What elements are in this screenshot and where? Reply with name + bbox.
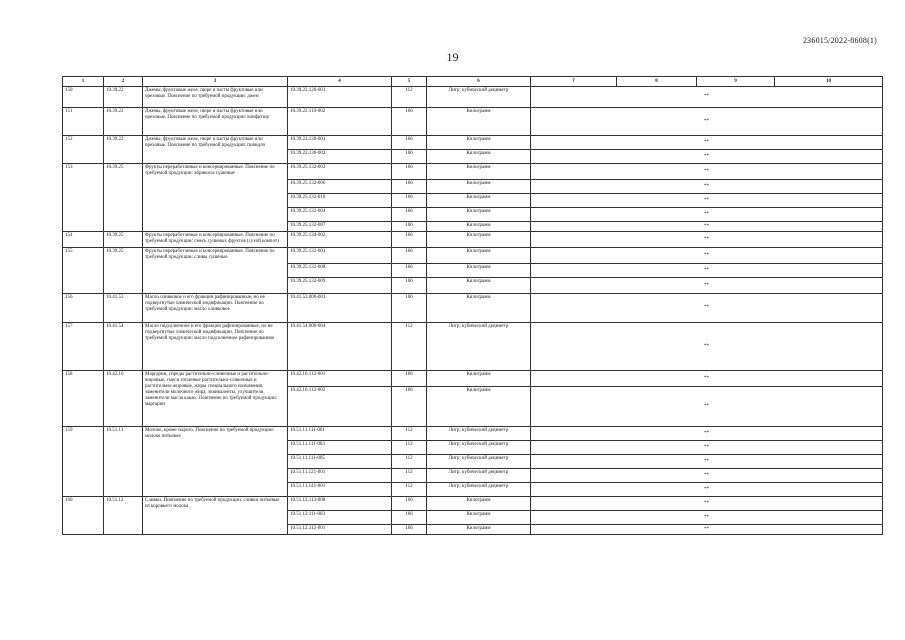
table-row <box>63 87 883 108</box>
quantity-mark: ** <box>531 497 883 511</box>
unit-name: Килограмм <box>427 222 531 232</box>
quantity-mark: ** <box>531 248 883 264</box>
ktru-code: 10.51.11.111-001 <box>288 427 392 441</box>
unit-code: 166 <box>392 180 427 194</box>
unit-code: 112 <box>392 427 427 441</box>
quantity-mark: ** <box>531 164 883 180</box>
row-number: 151 <box>63 108 104 136</box>
row-number: 156 <box>63 294 104 323</box>
unit-name: Килограмм <box>427 208 531 222</box>
ktru-code: 10.39.22.110-002 <box>288 108 392 136</box>
quantity-mark: ** <box>531 232 883 248</box>
ktru-code: 10.39.25.132-001 <box>288 248 392 264</box>
column-header-2: 2 <box>104 77 143 87</box>
unit-name: Литр; кубический дециметр <box>427 441 531 455</box>
row-number: 159 <box>63 427 104 497</box>
unit-name: Литр; кубический дециметр <box>427 323 531 371</box>
ktru-code: 10.39.25.132-010 <box>288 194 392 208</box>
unit-code: 112 <box>392 483 427 497</box>
unit-name: Килограмм <box>427 294 531 323</box>
unit-name: Килограмм <box>427 278 531 294</box>
unit-name: Килограмм <box>427 248 531 264</box>
ktru-code: 10.51.11.141-001 <box>288 483 392 497</box>
unit-name: Литр; кубический дециметр <box>427 87 531 108</box>
quantity-mark: ** <box>531 511 883 525</box>
quantity-mark: ** <box>531 108 883 136</box>
quantity-mark: ** <box>531 150 883 164</box>
ktru-code: 10.51.11.111-005 <box>288 455 392 469</box>
table-row <box>63 164 883 180</box>
ktru-code: 10.42.10.112-001 <box>288 371 392 387</box>
quantity-mark: ** <box>531 222 883 232</box>
ktru-code: 10.39.25.132-006 <box>288 180 392 194</box>
unit-name: Литр; кубический дециметр <box>427 455 531 469</box>
unit-code: 166 <box>392 525 427 535</box>
quantity-mark: ** <box>531 371 883 387</box>
okpd-code: 10.39.22 <box>104 136 143 164</box>
unit-code: 166 <box>392 497 427 511</box>
ktru-code: 10.39.25.132-003 <box>288 164 392 180</box>
ktru-code: 10.51.12.113-008 <box>288 497 392 511</box>
okpd-code: 10.42.10 <box>104 371 143 427</box>
unit-code: 166 <box>392 278 427 294</box>
quantity-mark: ** <box>531 323 883 371</box>
column-header-1: 1 <box>63 77 104 87</box>
quantity-mark: ** <box>531 387 883 427</box>
item-description: Джемы, фруктовые желе, пюре и пасты фруктовые или ореховые. Пояснение по требуемой продукции: конфитюр <box>143 108 288 136</box>
item-description: Фрукты переработанные и консервированные. Пояснение по требуемой продукции: сливы сушеные <box>143 248 288 294</box>
quantity-mark: ** <box>531 525 883 535</box>
table-row <box>63 497 883 511</box>
row-number: 152 <box>63 136 104 164</box>
quantity-mark: ** <box>531 136 883 150</box>
unit-name: Килограмм <box>427 108 531 136</box>
quantity-mark: ** <box>531 87 883 108</box>
column-header-8: 8 <box>617 77 697 87</box>
column-header-4: 4 <box>288 77 392 87</box>
ktru-code: 10.51.12.111-003 <box>288 511 392 525</box>
table-row <box>63 294 883 323</box>
okpd-code: 10.51.12 <box>104 497 143 535</box>
ktru-code: 10.42.10.112-002 <box>288 387 392 427</box>
quantity-mark: ** <box>531 278 883 294</box>
column-header-10: 10 <box>775 77 883 87</box>
unit-name: Килограмм <box>427 264 531 278</box>
unit-code: 166 <box>392 371 427 387</box>
unit-code: 166 <box>392 232 427 248</box>
unit-name: Килограмм <box>427 511 531 525</box>
quantity-mark: ** <box>531 427 883 441</box>
okpd-code: 10.51.11 <box>104 427 143 497</box>
unit-code: 166 <box>392 164 427 180</box>
okpd-code: 10.39.25 <box>104 248 143 294</box>
item-description: Фрукты переработанные и консервированные. Пояснение по требуемой продукции: смесь сушеных фруктов (сухой компот) <box>143 232 288 248</box>
unit-name: Килограмм <box>427 232 531 248</box>
unit-name: Литр; кубический дециметр <box>427 427 531 441</box>
quantity-mark: ** <box>531 441 883 455</box>
item-description: Масло подсолнечное и его фракции рафинированные, но не подвергнутые химической модификации. Пояснение по требуемой продукции: масло подсолнечное рафинированное <box>143 323 288 371</box>
ktru-code: 10.39.25.134-002 <box>288 232 392 248</box>
unit-name: Килограмм <box>427 150 531 164</box>
column-header-3: 3 <box>143 77 288 87</box>
column-header-6: 6 <box>427 77 531 87</box>
unit-code: 112 <box>392 441 427 455</box>
table-row <box>63 371 883 387</box>
unit-name: Килограмм <box>427 164 531 180</box>
unit-code: 166 <box>392 294 427 323</box>
unit-code: 166 <box>392 248 427 264</box>
page-number: 19 <box>446 50 459 64</box>
unit-code: 112 <box>392 469 427 483</box>
unit-code: 112 <box>392 323 427 371</box>
column-header-7: 7 <box>531 77 617 87</box>
unit-code: 112 <box>392 455 427 469</box>
unit-name: Килограмм <box>427 371 531 387</box>
unit-name: Килограмм <box>427 180 531 194</box>
unit-code: 166 <box>392 208 427 222</box>
table-row <box>63 232 883 248</box>
item-description: Маргарин, спреды растительно-сливочные и растительно-жировые, смеси топленые растительно-сливочные и растительно-жировые, жиры специального назначения, заменители молочного жира, эквиваленты, улучшители, заменители масла какао. Пояснение по требуемой продукции: маргарин <box>143 371 288 427</box>
okpd-code: 10.41.53 <box>104 294 143 323</box>
ktru-code: 10.41.53.000-001 <box>288 294 392 323</box>
ktru-code: 10.39.25.132-007 <box>288 222 392 232</box>
ktru-code: 10.39.25.132-008 <box>288 264 392 278</box>
row-number: 150 <box>63 87 104 108</box>
unit-name: Литр; кубический дециметр <box>427 469 531 483</box>
unit-code: 166 <box>392 194 427 208</box>
unit-code: 166 <box>392 222 427 232</box>
item-description: Джемы, фруктовые желе, пюре и пасты фруктовые или ореховые. Пояснение по требуемой продукции: джем <box>143 87 288 108</box>
header-row <box>63 77 883 87</box>
procurement-table <box>62 76 883 535</box>
okpd-code: 10.39.25 <box>104 164 143 232</box>
table-row <box>63 108 883 136</box>
column-header-9: 9 <box>697 77 775 87</box>
ktru-code: 10.51.11.121-001 <box>288 469 392 483</box>
row-number: 160 <box>63 497 104 535</box>
quantity-mark: ** <box>531 455 883 469</box>
unit-code: 166 <box>392 511 427 525</box>
ktru-code: 10.39.25.132-004 <box>288 208 392 222</box>
ktru-code: 10.39.22.130-001 <box>288 136 392 150</box>
ktru-code: 10.39.25.132-009 <box>288 278 392 294</box>
unit-name: Килограмм <box>427 387 531 427</box>
unit-code: 166 <box>392 387 427 427</box>
quantity-mark: ** <box>531 294 883 323</box>
unit-name: Килограмм <box>427 194 531 208</box>
item-description: Масло оливковое и его фракции рафинированные, но не подвергнутые химической модификации. Пояснение по требуемой продукции: масло оливковое <box>143 294 288 323</box>
item-description: Молоко, кроме сырого. Пояснение по требуемой продукции: молоко питьевое <box>143 427 288 497</box>
table-row <box>63 248 883 264</box>
row-number: 154 <box>63 232 104 248</box>
table-row <box>63 427 883 441</box>
document-id: 236015/2022-8608(1) <box>802 36 877 45</box>
unit-name: Килограмм <box>427 525 531 535</box>
unit-code: 166 <box>392 108 427 136</box>
row-number: 153 <box>63 164 104 232</box>
row-number: 157 <box>63 323 104 371</box>
okpd-code: 10.39.22 <box>104 108 143 136</box>
okpd-code: 10.41.54 <box>104 323 143 371</box>
table-row <box>63 323 883 371</box>
table-row <box>63 136 883 150</box>
row-number: 155 <box>63 248 104 294</box>
okpd-code: 10.39.25 <box>104 232 143 248</box>
okpd-code: 10.39.22 <box>104 87 143 108</box>
ktru-code: 10.51.11.111-003 <box>288 441 392 455</box>
unit-name: Килограмм <box>427 497 531 511</box>
ktru-code: 10.39.22.120-001 <box>288 87 392 108</box>
ktru-code: 10.51.12.112-001 <box>288 525 392 535</box>
unit-code: 112 <box>392 87 427 108</box>
item-description: Фрукты переработанные и консервированные. Пояснение по требуемой продукции: абрикосы сушеные <box>143 164 288 232</box>
item-description: Джемы, фруктовые желе, пюре и пасты фруктовые или ореховые. Пояснение по требуемой продукции: повидло <box>143 136 288 164</box>
item-description: Сливки. Пояснение по требуемой продукции: сливки питьевые из коровьего молока <box>143 497 288 535</box>
quantity-mark: ** <box>531 208 883 222</box>
unit-name: Литр; кубический дециметр <box>427 483 531 497</box>
quantity-mark: ** <box>531 194 883 208</box>
unit-code: 166 <box>392 150 427 164</box>
quantity-mark: ** <box>531 483 883 497</box>
column-header-5: 5 <box>392 77 427 87</box>
quantity-mark: ** <box>531 469 883 483</box>
ktru-code: 10.41.54.000-004 <box>288 323 392 371</box>
unit-name: Килограмм <box>427 136 531 150</box>
unit-code: 166 <box>392 264 427 278</box>
row-number: 158 <box>63 371 104 427</box>
quantity-mark: ** <box>531 180 883 194</box>
unit-code: 166 <box>392 136 427 150</box>
quantity-mark: ** <box>531 264 883 278</box>
ktru-code: 10.39.22.130-002 <box>288 150 392 164</box>
